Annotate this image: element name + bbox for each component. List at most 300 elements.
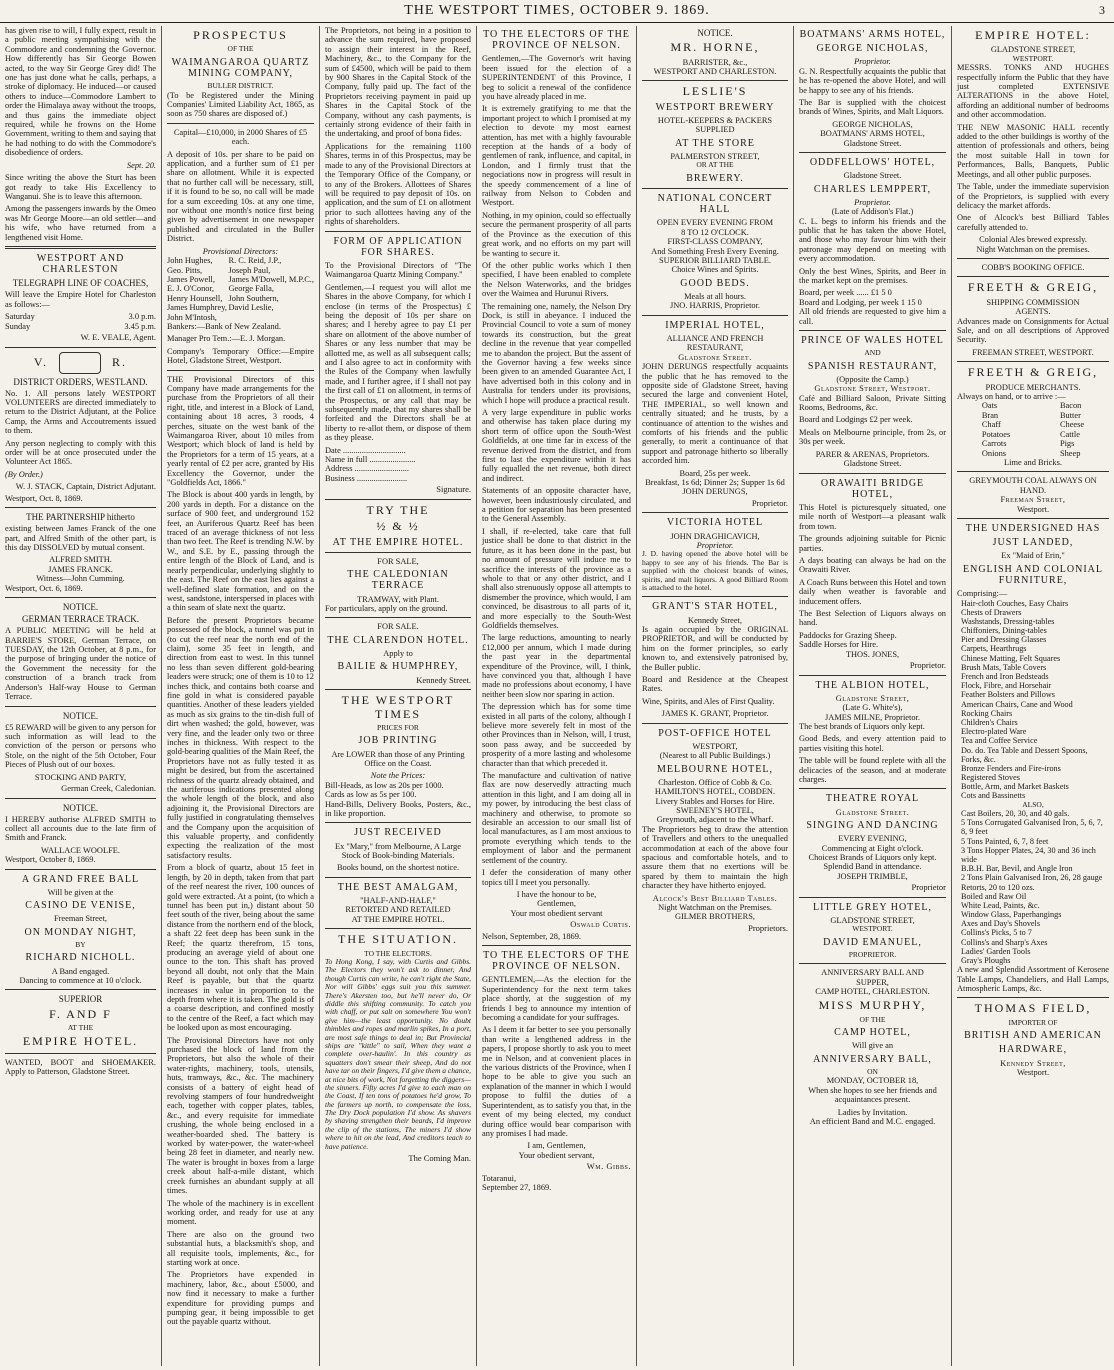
divider xyxy=(799,963,946,964)
boatmans-title: BOATMANS' ARMS HOTEL, xyxy=(799,29,946,40)
amalgam-title: THE BEST AMALGAM, xyxy=(337,881,459,893)
empire-table: The Table, under the immediate supervision of the Proprietors, is supplied with every delicacy the market affords. xyxy=(957,182,1109,210)
electors-body-11: The manufacture and cultivation of native flax are now deservedly attracting much attention in this light, and I am doing all in my power, by introducing the best class of machinery and otherwise, to promote so desirable an accession to our small list of local manufactures, as I am most anxious to promote everything which tends to the employment of labor and the permanent settlement of the country. xyxy=(482,771,631,865)
vr-header: V. R. xyxy=(5,352,156,374)
national-line: GOOD BEDS. xyxy=(680,277,750,289)
list-item: Rocking Chairs xyxy=(961,708,1013,718)
theatre-line: EVERY EVENING, xyxy=(838,834,907,844)
british-american: BRITISH AND AMERICAN xyxy=(964,1030,1102,1042)
victoria-prop: Proprietor. xyxy=(696,540,734,550)
prospectus-body-1: THE Provisional Directors of this Company have made arrangements for the purchase from the Proprietors of all their right, title, and interest in a Block of Land, containing about 18 acres, 3 roods, 4 perches, situate on the west bank of the Waimangaroa River, about 10 miles from Westport; which block of land is held by the Proprietors for a term of 15 years, at a yearly rental of £2 per acre, granted by His Excellency the Governor, under the "Goldfields Act, 1866." xyxy=(167,374,314,488)
national-line: Meals at all hours. xyxy=(684,291,746,301)
imperial-prop: Proprietor. xyxy=(751,497,788,508)
district-signature: W. J. STACK, Captain, District Adjutant. xyxy=(15,481,156,492)
national-line: FIRST-CLASS COMPANY, xyxy=(667,237,763,247)
hamilton-title: HAMILTON'S HOTEL, COBDEN. xyxy=(654,787,776,797)
column-3 xyxy=(320,26,477,1366)
electors-title-2: TO THE ELECTORS OF THE PROVINCE OF NELSON. xyxy=(483,950,630,973)
cobb-booking: COBB'S BOOKING OFFICE. xyxy=(981,262,1085,272)
little-grey-place: WESTPORT. xyxy=(852,924,893,934)
list-item: Cast Boilers, 20, 30, and 40 gals. xyxy=(961,809,1070,819)
orawaiti-line: Saddle Horses for Hire. xyxy=(799,640,879,650)
orawaiti-line: A days boating can always be had on the Orawaiti River. xyxy=(799,555,946,575)
thomas-field-street: Kennedy Street, xyxy=(1000,1058,1066,1068)
list-item: Collins's Picks, 5 to 7 xyxy=(961,928,1032,938)
list-item: Axes and Day's Shovels xyxy=(961,919,1041,929)
ball-line: Freeman Street, xyxy=(53,914,108,924)
prospectus-title: PROSPECTUS xyxy=(193,28,288,42)
electors-body-4: Of the other public works which I then specified, I have been enabled to complete the Nelson Waterworks, and the bridges over the Waimea and Hurunui Rivers. xyxy=(482,260,631,299)
electors-body-9: The large reductions, amounting to nearly £12,000 per annum, which I made during the past year in the departmental expenditure of the Province, will, I think, have convinced you that, although I have made no professions about economy, I have neither been slow nor sparing in action. xyxy=(482,633,631,699)
brewery-line: BREWERY. xyxy=(686,172,744,184)
imperial-body: JOHN DERUNGS respectfully acquaints the public that he has removed to the opposite side of Gladstone Street, having secured the large and convenient Hotel, THE IMPERIAL, so well known and centrally situated; and he trusts, by a continuance of attention to the wishes and comforts of his friends and the public generally, to merit a continuance of that support and patronage hitherto so liberally accorded him. xyxy=(642,362,788,466)
casino-name: CASINO DE VENISE, xyxy=(25,900,136,912)
divider xyxy=(5,869,156,870)
theatre-line: SINGING AND DANCING xyxy=(806,819,939,831)
little-grey-prop: PROPRIETOR. xyxy=(848,949,897,959)
divider xyxy=(642,80,788,81)
clarendon-apply: Apply to xyxy=(383,649,413,659)
list-item: Tea and Coffee Service xyxy=(961,736,1038,746)
divider xyxy=(799,675,946,676)
list-item: French and Iron Bedsteads xyxy=(961,672,1049,682)
notice-heading: NOTICE. xyxy=(62,602,99,613)
caledonian-title: THE CALEDONIAN TERRACE xyxy=(347,569,449,592)
prospectus-cont-1: The Proprietors, not being in a position to advance the sum required, have proposed to assign their interest in the Reef, Machinery, &c., to the Company for the sum of £4500, which will be paid to them by 900 Shares in the Capital Stock of the Company, fully paid up. The fact of the Proprietors receiving payment in paid up Shares in the Capital Stock of the Company, without any cash payments, is certainly strong evidence of their faith in the undertaking, and proof of bona fides. xyxy=(325,26,471,139)
theatre-street: Gladstone Street. xyxy=(835,807,910,817)
victoria-title: VICTORIA HOTEL xyxy=(666,517,764,529)
produce-last: Lime and Bricks. xyxy=(1004,457,1062,467)
gilmer-night: Night Watchman on the Premises. xyxy=(658,903,772,913)
electors-body-3: Nothing, in my opinion, could so effectually secure the permanent prosperity of all parts of the Province as the execution of this great work, and no efforts on my part will be wanting to secure it. xyxy=(482,210,631,258)
coach-title: WESTPORT AND CHARLESTON xyxy=(36,252,125,276)
orawaiti-line: The Best Selection of Liquors always on hand. xyxy=(799,608,946,628)
miss-camp: CAMP HOTEL, xyxy=(834,1027,911,1039)
divider xyxy=(642,188,788,189)
reward-signature: STOCKING AND PARTY, xyxy=(34,772,127,782)
prospectus-body-4: From a block of quartz, about 15 feet in length, by 20 in depth, taken from that part of the reef nearest the river, 100 ounces of gold were extracted. At a point, (to which a tunnel has been put in,) distant about 50 feet south of the river, being about the same distance from the northern end of the block, a shaft 22 feet deep has been sunk in the Reef; the quartz therefrom, 15 tons, producing an average yield of about one ounce to the ton. This shaft has proved beyond all doubt, not only that the Main Reef is payable, but that the quartz increases in value in proportion to the depth from where it is taken. The gold is of a coarse description, and confined mostly to the centre of the Reef, a fact which may be looked upon as most encouraging. xyxy=(167,863,314,1033)
miss-band: An efficient Band and M.C. engaged. xyxy=(809,1117,936,1127)
divider xyxy=(642,596,788,597)
electors-close: Your most obedient servant xyxy=(510,908,603,918)
miss-of: OF THE xyxy=(859,1014,886,1024)
imperial-line: ALLIANCE AND FRENCH RESTAURANT, xyxy=(666,333,764,353)
national-line: 8 TO 12 O'CLOCK. xyxy=(681,227,749,237)
divider xyxy=(325,552,471,553)
office: Company's Temporary Office:—Empire Hotel, Gladstone Street, Westport. xyxy=(167,346,314,366)
boatmans-sig: BOATMANS' ARMS HOTEL, xyxy=(820,129,925,139)
coach-time-row: Sunday 3.45 p.m. xyxy=(5,321,156,331)
electors-body-6: A very large expenditure in public works and otherwise has taken place during my short term of office upon the South-West Goldfields, at one time far in excess of the revenue derived from the district, and from first to last the expenditure within it has fully equalled the net revenue, both direct and indirect. xyxy=(482,408,631,483)
amalgam-line: "HALF-AND-HALF," xyxy=(360,896,436,906)
divider xyxy=(642,512,788,513)
partnership-title: THE PARTNERSHIP hitherto xyxy=(26,512,135,523)
imperial-title: IMPERIAL HOTEL, xyxy=(665,319,765,331)
oddfellows-late: (Late of Addison's Flat.) xyxy=(831,207,914,217)
just-received: JUST RECEIVED xyxy=(354,827,442,839)
prospectus-of: OF THE xyxy=(227,44,254,54)
form-field-address: Address .......................... xyxy=(325,464,409,474)
caledonian-apply: For particulars, apply on the ground. xyxy=(325,604,448,614)
electors-close: I have the honour to be, xyxy=(516,889,597,899)
divider xyxy=(325,499,471,500)
divider xyxy=(482,945,631,946)
grant-signature: JAMES K. GRANT, Proprietor. xyxy=(661,709,769,719)
imperial-meals: Breakfast, 1s 6d; Dinner 2s; Supper 1s 6d xyxy=(645,478,785,488)
coach-body: Will leave the Empire Hotel for Charleston as follows:— xyxy=(5,290,156,309)
directors-list xyxy=(167,256,314,322)
anniversary-line: ANNIVERSARY BALL AND xyxy=(821,968,924,978)
brewery-title: WESTPORT BREWERY xyxy=(655,101,775,113)
prospectus-district: BULLER DISTRICT. xyxy=(207,81,274,91)
ball-line: Dancing to commence at 10 o'clock. xyxy=(19,976,142,986)
divider xyxy=(957,258,1109,259)
books-bound: Books bound, on the shortest notice. xyxy=(336,863,460,873)
german-terrace-body: A PUBLIC MEETING will be held at BARRIE'S STORE, German Terrace, on TUESDAY, the 12th October, at 8 p.m., for the purpose of bringing under the notice of the Government the necessity for the construction of a branch track from Anderson's Half-way House to German Terrace. xyxy=(5,626,156,702)
grant-title: GRANT'S STAR HOTEL, xyxy=(652,601,778,613)
divider xyxy=(799,330,946,331)
albion-name: JAMES MILNE, Proprietor. xyxy=(825,712,920,722)
miss-date: MONDAY, OCTOBER 18, xyxy=(826,1076,919,1086)
national-line: And Something Fresh Every Evening. xyxy=(651,246,779,256)
ball-line: Will be given at the xyxy=(47,887,114,897)
list-item: Children's Chairs xyxy=(961,717,1018,727)
divider xyxy=(642,723,788,724)
little-grey-street: GLADSTONE STREET, xyxy=(830,915,915,925)
try-the: TRY THE xyxy=(366,502,430,517)
notice-heading: NOTICE. xyxy=(697,28,733,38)
albion-street: Gladstone Street, xyxy=(835,693,910,703)
ball-line: BY xyxy=(75,940,86,950)
page-number: 3 xyxy=(1099,3,1106,17)
oddfellows-name: CHARLES LEMPPERT, xyxy=(813,183,932,195)
divider xyxy=(5,798,156,799)
greymouth-coal: GREYMOUTH COAL ALWAYS ON HAND. xyxy=(969,476,1097,495)
column-4 xyxy=(477,26,637,1366)
empire-title: EMPIRE HOTEL: xyxy=(975,28,1091,42)
authorise-body: I HEREBY authorise ALFRED SMITH to collect all accounts due to the late firm of Smith and Franck. xyxy=(5,814,156,843)
oddfellows-street: Gladstone Street. xyxy=(843,171,902,181)
form-field-business: Business ........................ xyxy=(325,473,408,483)
oddfellows-title: ODDFELLOWS' HOTEL, xyxy=(809,157,936,169)
gibbs-body-1: GENTLEMEN,—As the election for the Superintendency for the next term takes place shortly, at the suggestion of my friends I beg to announce my intention of becoming a candidate for your suffrages. xyxy=(482,975,631,1023)
boatmans-sig: GEORGE NICHOLAS, xyxy=(832,119,913,129)
oddfellows-body: C. L. begs to inform his friends and the public that he has taken the above Hotel, and those who may favour him with their patronage may depend on meeting with every accommodation. xyxy=(799,216,946,264)
ball-line: A Band engaged. xyxy=(51,966,110,976)
list-item: Retorts, 20 to 120 ozs. xyxy=(961,882,1035,892)
wanted-ad: WANTED, BOOT and SHOEMAKER. Apply to Patterson, Gladstone Street. xyxy=(5,1057,156,1077)
prospectus-body-5: The Provisional Directors have not only purchased the block of land from the Proprietors, but also the whole of their water-rights, machinery, tools, utensils, huts, tramways, &c., &c. The machinery consists of a battery of eight head of revolving stampers of four hundredweight each, together with copper plates, tables, &c., and every requisite for immediate crushing, the whole being enclosed in a weather-boarded shed. The battery is worked by water-power, the water-wheel being 28 feet in diameter, and nearly new. The water is brought in boxes from a large creek about half-a-mile distant, which creek furnishes an abundant supply at all times. xyxy=(167,1035,314,1196)
national-line: OPEN EVERY EVENING FROM xyxy=(656,218,774,228)
lead-paragraph-3: Among the passengers inwards by the Omeo was Mr George Moore—an old settler—and his wife, who have returned from a lengthened visit Home. xyxy=(5,204,156,242)
ball-night: ON MONDAY NIGHT, xyxy=(24,926,137,938)
hardware: HARDWARE, xyxy=(998,1044,1068,1056)
gilmer-signature: GILMER BROTHERS, xyxy=(674,912,756,922)
german-terrace-title: GERMAN TERRACE TRACK. xyxy=(22,614,139,625)
prospectus-capital: Capital—£10,000, in 2000 Shares of £5 each. xyxy=(173,127,308,147)
post-office-place: WESTPORT, xyxy=(692,741,738,751)
electors-body-5: The remaining one, namely, the Nelson Dry Dock, is still in abeyance. I induced the Provincial Council to vote a sum of money towards its construction, but the great decline in the revenue that year compelled me to abandon the project. But the assent of the Governor having a few weeks since been given to an amended Guarantee Act, I have advertised both in this colony and in Australia for tenders under its provisions, which I hope will produce a practical result. xyxy=(482,301,631,405)
pow-body: Café and Billiard Saloon, Private Sitting Rooms, Bedrooms, &c. xyxy=(799,393,946,413)
notice-heading: NOTICE. xyxy=(62,802,99,813)
thomas-field-name: THOMAS FIELD, xyxy=(974,1001,1092,1016)
anniversary-line: SUPPER, xyxy=(856,977,889,987)
orawaiti-prop: Proprietor. xyxy=(909,659,946,670)
at-the-line: AT THE xyxy=(67,1022,94,1032)
electors-body-7: Statements of an opposite character have, however, been industriously circulated, and a petition for separation has been presented to the General Assembly. xyxy=(482,486,631,524)
orawaiti-signature: THOS. JONES, xyxy=(845,649,900,659)
electors-body-12: I defer the consideration of many other topics till I meet you personally. xyxy=(482,868,631,887)
situation-signature: The Coming Man. xyxy=(408,1153,471,1164)
miss-murphy-name: MISS MURPHY, xyxy=(818,998,927,1013)
orawaiti-line: Paddocks for Grazing Sheep. xyxy=(799,630,897,640)
partnership-witness: Witness—John Cumming. xyxy=(36,574,125,584)
list-item: Window Glass, Paperhangings xyxy=(961,910,1062,920)
electors-signature: Oswald Curtis. xyxy=(570,919,631,930)
list-item: 5 Tons Painted, 6, 7, 8 feet xyxy=(961,836,1049,846)
column-7 xyxy=(952,26,1114,1366)
list-item: 3 Tons Hopper Plates, 24, 30 and 36 inch wide xyxy=(961,845,1096,864)
notice-heading: NOTICE. xyxy=(62,710,99,721)
freeth-greig-line: AGENTS. xyxy=(1015,307,1051,317)
divider xyxy=(5,347,156,348)
oddfellows-prop: Proprietor. xyxy=(854,197,891,207)
comprising: Comprising:— xyxy=(957,589,1008,599)
prospectus-body-6: The whole of the machinery is in excellent working order, and ready for use at any moment. xyxy=(167,1198,314,1227)
list-item: B.B.H. Bar, Bevil, and Angle Iron xyxy=(961,864,1073,874)
cards: Cards as low as 5s per 100. xyxy=(325,790,417,800)
albion-line: Good Beds, and every attention paid to parties visiting this hotel. xyxy=(799,734,946,753)
list-item: Boiled and Raw Oil xyxy=(961,891,1027,901)
melbourne-line: Charleston. Office of Cobb & Co. xyxy=(658,777,772,787)
boatmans-body: G. N. Respectfully acquaints the public that he has re-opened the above Hotel, and will be happy to see any of his friends. xyxy=(799,66,946,95)
list-item: Bronze Fenders and Fire-irons xyxy=(961,763,1061,773)
freeth-greig-title-2: FREETH & GREIG, xyxy=(967,365,1099,380)
prospectus-body-2: The Block is about 400 yards in length, by 200 yards in depth. For a distance on the surface of 900 feet, and underground 152 feet, an Auriferous Quartz Reef has been traced of an average thickness of not less than two feet. The Reef is trending N.W. by W., and S.E. by E., passing through the entire length of the Block of Land, and is nearly perpendicular, underlying slightly to the east. The Reef on the east lies against a well-defined slate formation, and on the west, sandstone, interspersed in places with a thin seam of slate next the quartz. xyxy=(167,490,314,613)
coach-time-row: Saturday 3.0 p.m. xyxy=(5,312,156,322)
pow-title: PRINCE OF WALES HOTEL xyxy=(801,335,944,347)
sweeney-title: SWEENEY'S HOTEL, xyxy=(676,805,754,815)
list-item: Do. do. Tea Table and Dessert Spoons, Forks, &c. xyxy=(961,745,1088,764)
importer-of: IMPORTER OF xyxy=(1008,1017,1058,1027)
theatre-signature: JOSEPH TRIMBLE, xyxy=(837,871,908,881)
list-item: Gray's Ploughs xyxy=(961,956,1011,966)
authorise-date: Westport, October 8, 1869. xyxy=(5,855,96,865)
ball-title: A GRAND FREE BALL xyxy=(21,873,140,885)
theatre-prop: Proprietor xyxy=(911,882,946,893)
amalgam-line: RETORTED AND RETAILED xyxy=(345,905,451,915)
oddfellows-wines: Only the best Wines, Spirits, and Beer in the market kept on the premises. xyxy=(799,266,946,286)
electors-close: Gentlemen, xyxy=(537,899,576,909)
undersigned-title: THE UNDERSIGNED HAS xyxy=(965,522,1101,534)
oddfellows-board: Board, per week ...... £1 5 0 xyxy=(799,288,892,298)
divider xyxy=(957,997,1109,998)
prospectus-body-7: There are also on the ground two substantial huts, a blacksmith's shop, and all requisite tools, implements, &c., for starting work at once. xyxy=(167,1229,314,1267)
list-item: Bottle, Arm, and Market Baskets xyxy=(961,782,1069,792)
list-item: White Lead, Paints, &c. xyxy=(961,900,1040,910)
national-line: Choice Wines and Spirits. xyxy=(671,265,759,275)
little-grey-title: LITTLE GREY HOTEL, xyxy=(813,901,932,913)
electors-date: Nelson, September, 28, 1869. xyxy=(482,931,581,941)
pow-street: Gladstone Street, Westport. xyxy=(814,384,931,394)
list-item: Registered Stoves xyxy=(961,773,1020,783)
list-item: Electro-plated Ware xyxy=(961,727,1027,737)
divider xyxy=(5,989,156,990)
empire-street: GLADSTONE STREET, xyxy=(990,45,1076,55)
also: ALSO, xyxy=(1022,799,1044,809)
prospectus-cont-2: Applications for the remaining 1100 Shares, terms in of this Prospectus, may be made to any of the Provisional Directors at the Temporary Office of the Company, or to any of the Brokers. Allottees of Shares will be required to pay deposit of 10s. on application, and the sum of £1 on allotment prior to such allottees having any of the rights of shareholders. xyxy=(325,141,471,227)
divider xyxy=(167,123,314,124)
freeth-greig-line: SHIPPING COMMISSION xyxy=(986,297,1080,307)
oddfellows-orders: All old friends are requested to give him a call. xyxy=(799,307,946,326)
national-line: SUPERIOR BILLIARD TABLE. xyxy=(658,255,771,265)
divider xyxy=(799,788,946,789)
boatmans-bar: The Bar is supplied with the choicest brands of Wines, Spirits, and Malt Liquors. xyxy=(799,98,946,117)
list-item: Carpets, Hearthrugs xyxy=(961,644,1027,654)
leslie-title: LESLIE'S xyxy=(682,84,748,99)
list-item: Pier and Dressing Glasses xyxy=(961,635,1047,645)
lamps-line: A new and Splendid Assortment of Kerosene Table Lamps, Chandeliers, and Hall Lamps, Atmospheric Lamps, &c. xyxy=(957,965,1109,994)
form-to: To the Provisional Directors of "The Waimangaroa Quartz Mining Company." xyxy=(325,260,471,280)
greymouth-place: Westport. xyxy=(1016,504,1050,514)
hamilton-line: Livery Stables and Horses for Hire. xyxy=(655,796,775,806)
list-item: Feather Bolsters and Pillows xyxy=(961,690,1055,700)
divider xyxy=(799,152,946,153)
divider xyxy=(957,276,1109,277)
directors-title: Provisional Directors: xyxy=(202,246,279,256)
prospectus-body-8: The Proprietors have expended in machinery, labor, &c., about £5000, and now find it necessary to make a further expenditure for providing pumps and pumping gear, it being impossible to get out the payable quartz without. xyxy=(167,1270,314,1327)
gibbs-body-2: As I deem it far better to see you personally than write a lengthened address in the papers, I propose shortly to ask you to meet me in Nelson, and at convenient places in the various districts of the Province, when I hope to be able to give you such an explanation of the manner in which I would propose to fulfil the duties of a Superintendent, as to satisfy you that, in the event of my being elected, my conduct during office would bear comparison with any promises I had made. xyxy=(482,1025,631,1138)
partnership-body: existing between James Franck of the one part, and Alfred Smith of the other part, is this day DISSOLVED by mutual consent. xyxy=(5,524,156,553)
directors-right: R. C. Reid, J.P., Joseph Paul, James M'Dowell, M.P.C., George Falla, John Southern, David Leslie, xyxy=(228,256,314,313)
electors-body-10: The depression which has for some time existed in all parts of the colony, although I believe more severely felt in most of the other Provinces than in Nelson, will, I trust, soon pass away, and be succeeded by prosperity of a more lasting and wholesome character than that which preceded it. xyxy=(482,702,631,768)
national-title: NATIONAL CONCERT HALL xyxy=(657,192,773,216)
horne-place: WESTPORT AND CHARLESTON. xyxy=(653,66,777,76)
district-body-2: Any person neglecting to comply with this order will be at once prosecuted under the Volunteer Act 1865. xyxy=(5,438,156,467)
list-item: Chinese Matting, Felt Squares xyxy=(961,653,1061,663)
electors-body-2: It is extremely gratifying to me that the important project to which I promised at my election to devote my most earnest attention, has met with a highly favourable reception at the hands of a body of gentlemen of rank, influence, and capital, in London, and I firmly trust that the negociations now in progress will result in the speedy commencement of a line of railway from Nelson to Cobden and Westport. xyxy=(482,104,631,208)
gilmer-billiards: Alcock's Best Billiard Tables. xyxy=(652,893,778,903)
empire-hotel-heading: EMPIRE HOTEL. xyxy=(22,1034,139,1049)
victoria-body: J. D. having opened the above hotel will be happy to see any of his friends. The Bar is supplied with the choicest brands of wines, spirits, and malt liquors. A good Billiard Room is attached to the hotel. xyxy=(642,549,788,592)
hardware-list xyxy=(957,809,1109,965)
lead-paragraph-2: Since writing the above the Sturt has been got ready to take His Excellency to Wanganui. She is to leave this afternoon. xyxy=(5,173,156,201)
brewery-line: HOTEL-KEEPERS & PACKERS xyxy=(657,115,773,125)
greymouth-street: Freeman Street, xyxy=(1000,495,1066,505)
ball-host: RICHARD NICHOLL. xyxy=(25,952,136,964)
prices-for: PRICES FOR xyxy=(377,723,419,732)
form-field-name: Name in full ...................... xyxy=(325,455,416,465)
brewery-line: AT THE STORE xyxy=(675,137,755,149)
form-body: Gentlemen,—I request you will allot me Shares in the above Company, for which I enclose (in terms of the Prospectus) £ being the deposit of 10s per share on shares; and I hereby agree to pay £1 per share on allotment of the above number of Shares or any less number that may be allotted me, as well as all subsequent calls; and I also agree to act in conformity with the Rules of the Company when lawfully made, and I further agree, if I shall not pay the first call of £1 on allotment, in terms of the Prospectus, or any call that may be subsequently made, that my shares shall be forfeited and the Directors shall be at liberty to re-allot them, or dispose of them as they please. xyxy=(325,282,471,443)
gibbs-close: I am, Gentlemen, xyxy=(527,1141,586,1151)
job-printing: JOB PRINTING xyxy=(358,735,438,747)
divider xyxy=(325,928,471,929)
miss-ball: ANNIVERSARY BALL, xyxy=(813,1053,932,1065)
pow-meals: Meals on Melbourne principle, from 2s, or 30s per week. xyxy=(799,427,946,447)
for-sale: FOR SALE. xyxy=(377,622,419,632)
prospectus-registration: (To be Registered under the Mining Companies' Limited Liability Act, 1865, as soon as 750 shares are disposed of.) xyxy=(167,90,314,119)
gibbs-date: September 27, 1869. xyxy=(482,1183,552,1193)
column-1 xyxy=(0,26,162,1366)
list-item: Chiffoniers, Dining-tables xyxy=(961,626,1047,636)
produce-list xyxy=(957,401,1109,457)
miss-hope: When she hopes to see her friends and acquaintances present. xyxy=(808,1085,937,1105)
divider xyxy=(957,518,1109,519)
clarendon-title: THE CLARENDON HOTEL. xyxy=(327,634,469,646)
divider xyxy=(5,507,156,508)
sweeney-line: Greymouth, adjacent to the Wharf. xyxy=(656,815,774,825)
divider xyxy=(325,617,471,618)
freeth-greig-body: Advances made on Consignments for Actual Sale, and on all descriptions of Approved Security. xyxy=(957,316,1109,345)
divider xyxy=(642,315,788,316)
prospectus-body-3: Before the present Proprietors became possessed of the block, a tunnel was put in (to cut the reef near the north end of the claim), some 35 feet in length, and direction from east to west. In this tunnel no less than seven different gold-bearing leaders were struck; one of them is 10 to 12 inches thick, and contains both coarse and fine gold in what is considered payable quantities. Another of these leaders yielded as much as six grains to the tin-dish full of dirt when washed; the gold, however, was very fine, and the leader only two or three inches in thickness. With respect to the gold-bearing qualities of the Main Reef, the Proprietors have not as fully tested it as might be desired, but from the ascertained richness of the quartz already obtained, and the auriferous indications presented along the whole length of the block, and also adjoining it, the Provisional Directors are fully justified in congratulating themselves and the Company upon the acquisition of this valuable property, and confidently expecting the realization of the most satisfactory results. xyxy=(167,615,314,860)
half-and-half: ½ & ½ xyxy=(376,519,420,534)
produce-merchants: PRODUCE MERCHANTS. xyxy=(985,382,1081,392)
pow-opposite: (Opposite the Camp.) xyxy=(836,374,909,384)
list-item: 5 Tons Corrugated Galvanised Iron, 5, 6, 7, 8, 9 feet xyxy=(961,818,1103,837)
divider xyxy=(325,231,471,232)
bankers: Bankers:—Bank of New Zealand. xyxy=(167,321,281,331)
boatmans-sig: Gladstone Street. xyxy=(843,138,902,148)
gibbs-signature: Wm. Gibbs. xyxy=(586,1161,631,1172)
empire-place: WESTPORT. xyxy=(1012,53,1054,63)
prospectus-company: WAIMANGAROA QUARTZ MINING COMPANY, xyxy=(171,56,310,80)
gilmer-body: The Proprietors beg to draw the attention of Travellers and others to the unequalled accommodation at each of the above four spacious and comfortable hotels, and to assure them that no exertions will be spared by them to maintain the high character they have hitherto enjoyed. xyxy=(642,824,788,891)
superior-line: SUPERIOR xyxy=(58,994,103,1005)
list-item: Brush Mats, Table Covers xyxy=(961,662,1047,672)
national-signature: JNO. HARRIS, Proprietor. xyxy=(669,301,761,311)
orawaiti-line: The grounds adjoining suitable for Picnic parties. xyxy=(799,534,946,553)
divider xyxy=(5,597,156,598)
partnership-signature-1: ALFRED SMITH. xyxy=(49,555,112,565)
clarendon-where: Kennedy Street. xyxy=(416,674,471,685)
brewery-line: PALMERSTON STREET, xyxy=(670,151,760,161)
divider xyxy=(325,877,471,878)
coach-signature: W. E. VEALE, Agent. xyxy=(80,332,156,343)
reward-body: £5 REWARD will be given to any person for such information as will lead to the conviction of the person or persons who Stole, on the night of the 5th October, Four Pieces of Plush out of our boxes. xyxy=(5,722,156,770)
divider xyxy=(325,689,471,690)
form-field-date: Date .............................. xyxy=(325,445,406,455)
form-signature: Signature. xyxy=(436,484,471,495)
column-6 xyxy=(794,26,952,1366)
miss-give: Will give an xyxy=(851,1041,894,1051)
clarendon-who: BAILIE & HUMPHREY, xyxy=(337,661,459,673)
theatre-line: Choicest Brands of Liquors only kept. xyxy=(808,852,937,862)
form-title: FORM OF APPLICATION FOR SHARES. xyxy=(333,235,463,258)
situation-title: THE SITUATION. xyxy=(338,932,458,947)
miss-on: ON xyxy=(867,1067,878,1077)
anniversary-line: CAMP HOTEL, CHARLESTON. xyxy=(815,987,930,997)
brewery-line: OR AT THE xyxy=(696,160,734,170)
gibbs-place: Totaranui, xyxy=(482,1173,517,1183)
thomas-field-place: Westport. xyxy=(1016,1068,1050,1078)
empire-ales: Colonial Ales brewed expressly. xyxy=(979,235,1087,245)
divider xyxy=(325,822,471,823)
post-office-near: (Nearest to all Public Buildings.) xyxy=(659,751,771,761)
list-item: American Chairs, Cane and Wood xyxy=(961,699,1073,709)
orawaiti-body: This Hotel is picturesquely situated, one mile north of Westport—a pleasant walk from town. xyxy=(799,502,946,531)
caledonian-body: TRAMWAY, with Plant. xyxy=(357,594,439,604)
bill-heads: Bill-Heads, as low as 20s per 1000. xyxy=(325,780,444,790)
times-title: THE WESTPORT TIMES xyxy=(341,693,455,721)
pow-restaurant: SPANISH RESTAURANT, xyxy=(807,360,938,372)
orawaiti-title: ORAWAITI BRIDGE HOTEL, xyxy=(820,477,925,500)
albion-late: (Late G. White's), xyxy=(842,703,903,713)
f-and-f-heading: F. AND F xyxy=(49,1006,112,1021)
electors-body-1: Gentlemen,—The Governor's writ having been issued for the election of a SUPERINTENDENT of this Province, I beg to solicit a renewal of the confidence you have already placed in me. xyxy=(482,54,631,101)
post-office-title: POST-OFFICE HOTEL xyxy=(658,727,772,739)
